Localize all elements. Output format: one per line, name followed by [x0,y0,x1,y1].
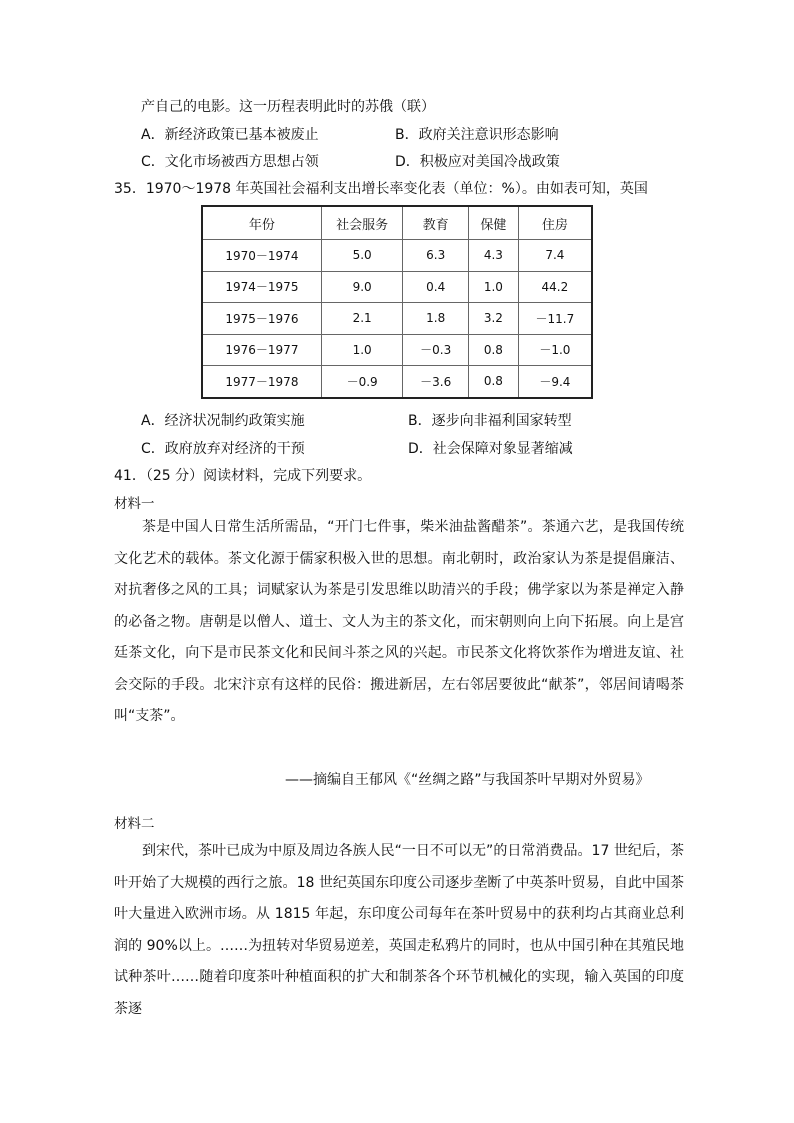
q35-stem: 35．1970～1978 年英国社会福利支出增长率变化表（单位：%）。由如表可知，英国 [114,181,648,197]
table-cell: 0.8 [469,366,519,398]
header-housing: 住房 [518,206,592,240]
q34-continuation: 产自己的电影。这一历程表明此时的苏俄（联） [141,99,435,115]
header-social-service: 社会服务 [321,206,403,240]
table-cell: 44.2 [518,271,592,303]
table-cell: 1976－1977 [202,334,321,366]
q35-option-a: A．经济状况制约政策实施 [141,413,305,429]
welfare-table [201,205,593,399]
table-cell: 9.0 [321,271,403,303]
table-cell: 5.0 [321,240,403,272]
material1-title: 材料一 [114,496,155,512]
table-cell: －3.6 [403,366,469,398]
q34-option-a: A．新经济政策已基本被废止 [141,127,319,143]
table-header-row [202,206,592,240]
table-row [202,366,592,398]
material1-text: 茶是中国人日常生活所需品，“开门七件事，柴米油盐酱醋茶”。茶通六艺，是我国传统文化艺术的载体。茶文化源于儒家积极入世的思想。南北朝时，政治家认为茶是提倡廉洁、对抗奢侈之风的工具；词赋家认为茶是引发思维以助清兴的手段；佛学家以为茶是禅定入静的必备之物。唐朝是以僧人、道士、文人为主的茶文化，而宋朝则向上向下拓展。向上是宫廷茶文化，向下是市民茶文化和民间斗茶之风的兴起。市民茶文化将饮茶作为增进友谊、社会交际的手段。北宋汴京有这样的民俗：搬进新居，左右邻居要彼此“献茶”，邻居间请喝茶叫“支茶”。 [114,519,684,724]
q35-option-d: D．社会保障对象显著缩减 [408,441,573,457]
table-cell: 2.1 [321,303,403,335]
material2-title: 材料二 [114,816,155,832]
table-cell: 0.4 [403,271,469,303]
table-cell: 7.4 [518,240,592,272]
table-cell: 1977－1978 [202,366,321,398]
table-cell: 1.0 [469,271,519,303]
table-cell: 1970－1974 [202,240,321,272]
table-cell: －0.3 [403,334,469,366]
table-row [202,271,592,303]
table-cell: 1974－1975 [202,271,321,303]
table-row [202,334,592,366]
table-cell: 1975－1976 [202,303,321,335]
table-cell: 4.3 [469,240,519,272]
q34-option-c: C．文化市场被西方思想占领 [141,154,319,170]
material1-source: ——摘编自王郁风《“丝绸之路”与我国茶叶早期对外贸易》 [285,772,650,788]
table-cell: 1.8 [403,303,469,335]
table-cell: 6.3 [403,240,469,272]
q35-option-c: C．政府放弃对经济的干预 [141,441,305,457]
q35-option-b: B．逐步向非福利国家转型 [408,413,572,429]
q34-option-d: D．积极应对美国冷战政策 [395,154,560,170]
table-cell: －9.4 [518,366,592,398]
table-cell: －1.0 [518,334,592,366]
table-cell: 3.2 [469,303,519,335]
header-year: 年份 [202,206,321,240]
header-education: 教育 [403,206,469,240]
q34-option-b: B．政府关注意识形态影响 [395,127,559,143]
table-row [202,240,592,272]
table-cell: 0.8 [469,334,519,366]
header-health: 保健 [469,206,519,240]
table-cell: 1.0 [321,334,403,366]
table-cell: －0.9 [321,366,403,398]
q41-stem: 41．（25 分）阅读材料，完成下列要求。 [114,468,372,484]
table-row [202,303,592,335]
material2-text: 到宋代，茶叶已成为中原及周边各族人民“一日不可以无”的日常消费品。17 世纪后，茶叶开始了大规模的西行之旅。18 世纪英国东印度公司逐步垄断了中英茶叶贸易，自此中国茶叶大量进入欧洲市场。从 1815 年起，东印度公司每年在茶叶贸易中的获利均占其商业总利润的 90%以上。……为扭转对华贸易逆差，英国走私鸦片的同时，也从中国引种在其殖民地试种茶叶……随着印度茶叶种植面积的扩大和制茶各个环节机械化的实现，输入英国的印度茶逐 [114,843,684,1017]
table-cell: －11.7 [518,303,592,335]
